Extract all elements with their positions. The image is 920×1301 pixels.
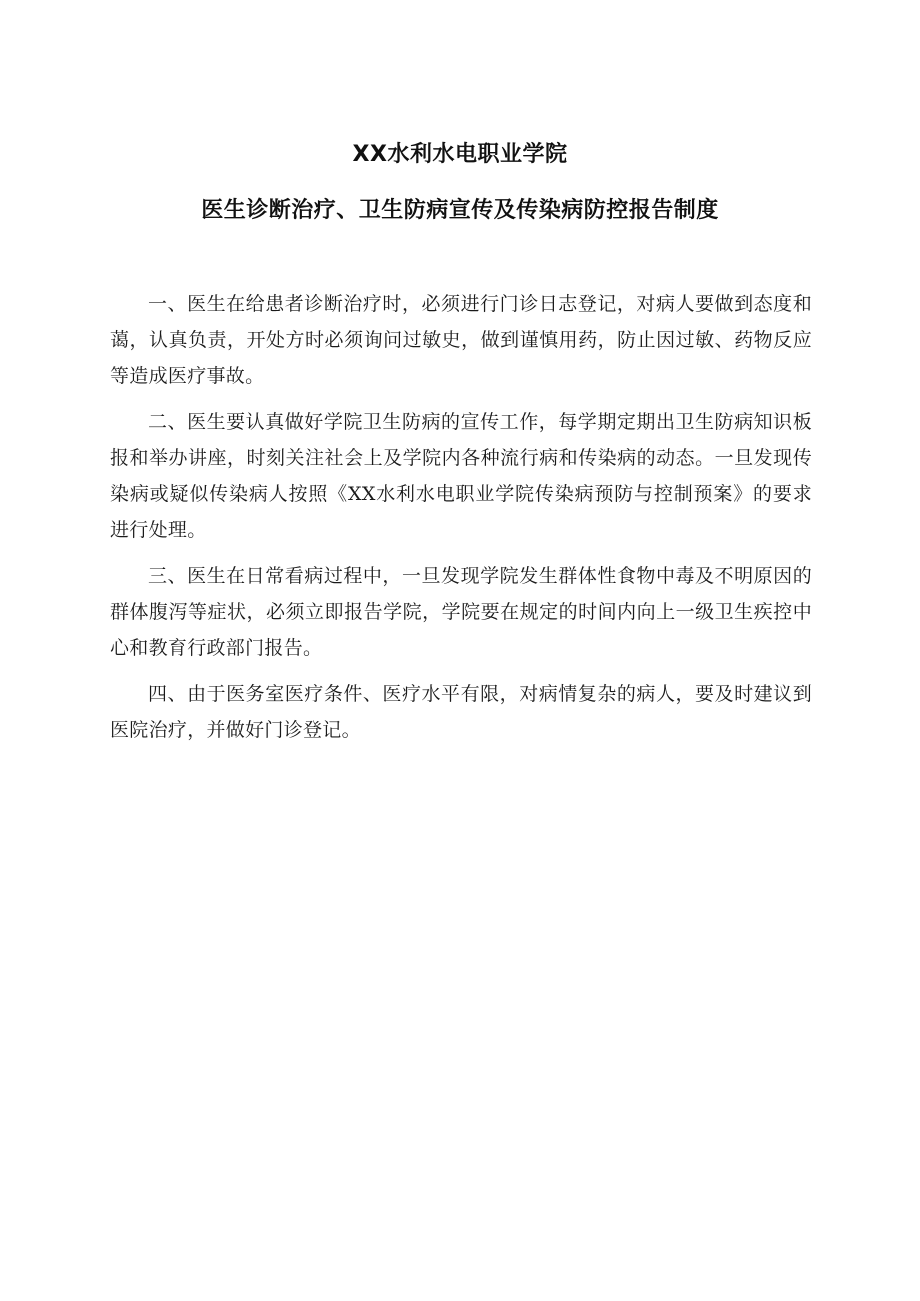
- paragraph-1: 一、医生在给患者诊断治疗时，必须进行门诊日志登记，对病人要做到态度和蔼，认真负责，开处方时必须询问过敏史，做到谨慎用药，防止因过敏、药物反应等造成医疗事故。: [110, 293, 812, 387]
- paragraph-3: 三、医生在日常看病过程中，一旦发现学院发生群体性食物中毒及不明原因的群体腹泻等症状，必须立即报告学院，学院要在规定的时间内向上一级卫生疾控中心和教育行政部门报告。: [110, 565, 812, 659]
- institution-title: XX水利水电职业学院: [352, 142, 568, 167]
- title-block: [0, 138, 920, 228]
- document-title: 医生诊断治疗、卫生防病宣传及传染病防控报告制度: [201, 198, 719, 223]
- document-body: [110, 286, 812, 758]
- paragraph-4: 四、由于医务室医疗条件、医疗水平有限，对病情复杂的病人，要及时建议到医院治疗，并做好门诊登记。: [110, 683, 812, 741]
- paragraph-2: 二、医生要认真做好学院卫生防病的宣传工作，每学期定期出卫生防病知识板报和举办讲座，时刻关注社会上及学院内各种流行病和传染病的动态。一旦发现传染病或疑似传染病人按照《XX水利水电职业学院传染病预防与控制预案》的要求进行处理。: [110, 411, 812, 541]
